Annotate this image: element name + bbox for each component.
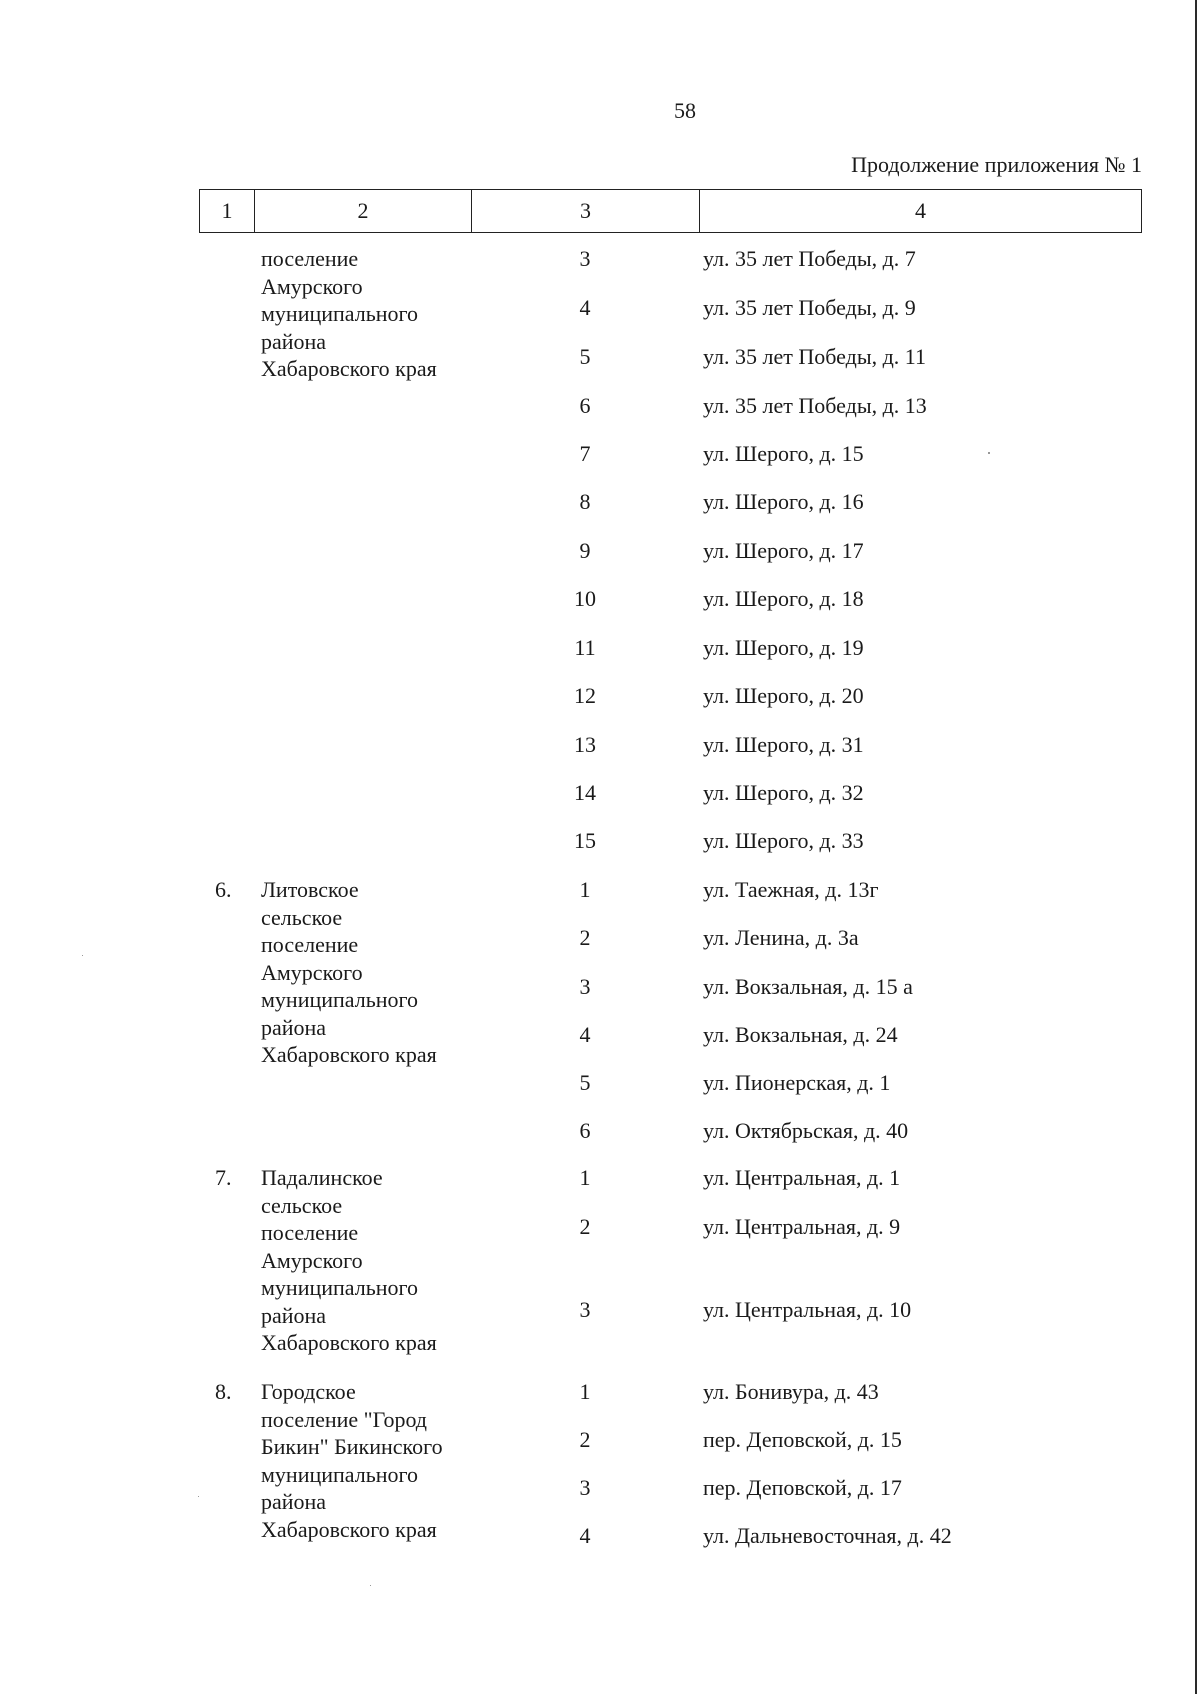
settlement-number: 8. <box>215 1379 232 1404</box>
row-address: ул. 35 лет Победы, д. 11 <box>703 344 926 369</box>
row-address: ул. Вокзальная, д. 15 а <box>703 974 913 999</box>
scan-speck <box>198 1496 199 1497</box>
row-address: ул. Ленина, д. 3а <box>703 925 859 950</box>
row-address: ул. Центральная, д. 10 <box>703 1297 912 1322</box>
row-index: 3 <box>579 974 591 999</box>
row-index: 10 <box>574 586 596 611</box>
row-index: 4 <box>579 1022 591 1047</box>
row-address: пер. Деповской, д. 17 <box>703 1475 902 1500</box>
row-address: ул. Шерого, д. 16 <box>703 489 864 514</box>
row-address: ул. Шерого, д. 33 <box>703 828 864 853</box>
row-index: 9 <box>579 538 591 563</box>
settlement-name: Падалинское сельское поселение Амурского муниципального района Хабаровского края <box>261 1165 437 1355</box>
row-address: ул. Вокзальная, д. 24 <box>703 1022 898 1047</box>
row-address: ул. Центральная, д. 1 <box>703 1165 901 1190</box>
row-index: 2 <box>579 1427 591 1452</box>
row-index: 1 <box>579 877 591 902</box>
row-index: 4 <box>579 295 591 320</box>
row-index: 3 <box>579 1297 591 1322</box>
row-address: ул. Пионерская, д. 1 <box>703 1070 891 1095</box>
header-cell-1: 1 <box>200 190 255 232</box>
row-index: 5 <box>579 344 591 369</box>
row-index: 1 <box>579 1379 591 1404</box>
row-index: 13 <box>574 732 596 757</box>
row-address: ул. Шерого, д. 20 <box>703 683 864 708</box>
row-index: 14 <box>574 780 596 805</box>
row-address: ул. Шерого, д. 17 <box>703 538 864 563</box>
row-index: 15 <box>574 828 596 853</box>
row-address: ул. Шерого, д. 31 <box>703 732 864 757</box>
row-index: 6 <box>579 393 591 418</box>
row-index: 5 <box>579 1070 591 1095</box>
settlement-number: 7. <box>215 1165 232 1190</box>
row-address: ул. Шерого, д. 15 <box>703 441 864 466</box>
row-index: 6 <box>579 1118 591 1143</box>
row-address: пер. Деповской, д. 15 <box>703 1427 902 1452</box>
page-number: 58 <box>674 98 696 123</box>
row-index: 8 <box>579 489 591 514</box>
row-address: ул. Таежная, д. 13г <box>703 877 879 902</box>
row-address: ул. 35 лет Победы, д. 7 <box>703 246 916 271</box>
row-address: ул. 35 лет Победы, д. 13 <box>703 393 927 418</box>
row-address: ул. Дальневосточная, д. 42 <box>703 1523 952 1548</box>
row-address: ул. 35 лет Победы, д. 9 <box>703 295 916 320</box>
row-address: ул. Шерого, д. 18 <box>703 586 864 611</box>
settlement-name: Городское поселение "Город Бикин" Бикинского муниципального района Хабаровского края <box>261 1379 443 1542</box>
scan-speck <box>82 955 83 956</box>
row-index: 12 <box>574 683 596 708</box>
row-address: ул. Шерого, д. 32 <box>703 780 864 805</box>
header-cell-4: 4 <box>915 198 926 223</box>
row-index: 2 <box>579 925 591 950</box>
row-address: ул. Бонивура, д. 43 <box>703 1379 879 1404</box>
header-cell-3: 3 <box>472 190 700 232</box>
row-index: 11 <box>574 635 596 660</box>
scan-edge-line <box>1195 0 1197 1694</box>
table-header-row <box>199 189 1142 233</box>
scan-speck <box>370 1585 371 1586</box>
row-index: 2 <box>579 1214 591 1239</box>
row-address: ул. Центральная, д. 9 <box>703 1214 901 1239</box>
settlement-name: поселение Амурского муниципального района Хабаровского края <box>261 246 437 381</box>
scan-speck <box>988 452 990 454</box>
settlement-number: 6. <box>215 877 232 902</box>
row-address: ул. Октябрьская, д. 40 <box>703 1118 909 1143</box>
row-index: 3 <box>579 1475 591 1500</box>
row-index: 3 <box>579 246 591 271</box>
row-index: 7 <box>579 441 591 466</box>
header-cell-2: 2 <box>255 190 472 232</box>
continuation-label: Продолжение приложения № 1 <box>851 152 1142 177</box>
row-index: 1 <box>579 1165 591 1190</box>
settlement-name: Литовское сельское поселение Амурского муниципального района Хабаровского края <box>261 877 437 1067</box>
row-address: ул. Шерого, д. 19 <box>703 635 864 660</box>
row-index: 4 <box>579 1523 591 1548</box>
